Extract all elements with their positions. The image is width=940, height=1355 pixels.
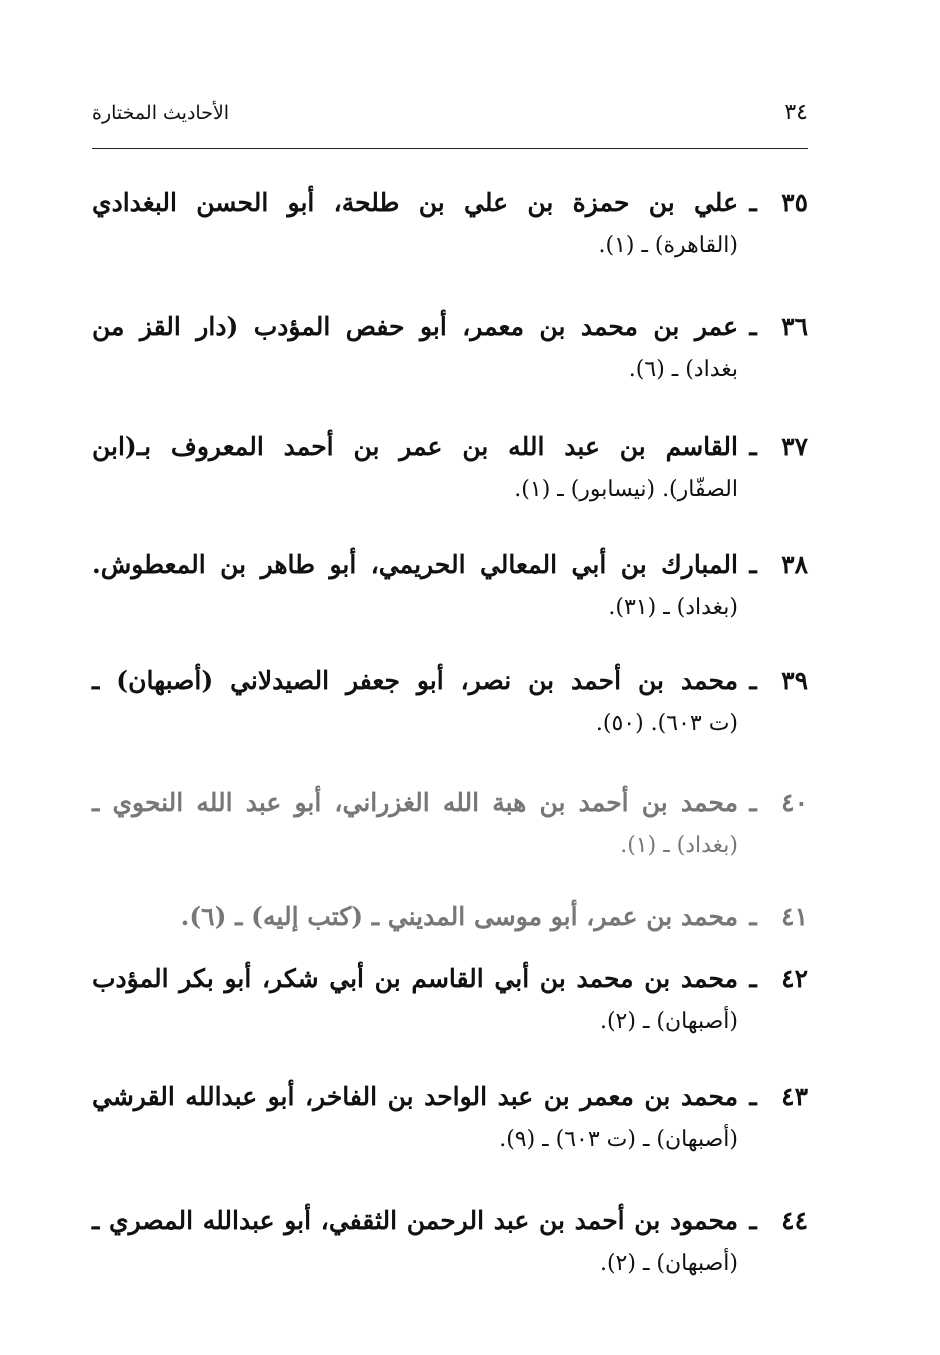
entry-number: ٣٩ xyxy=(781,666,808,695)
list-item xyxy=(92,658,808,780)
entry-name: محمود بن أحمد بن عبد الرحمن الثقفي، أبو عبدالله المصري ـ xyxy=(92,1206,738,1235)
entry-details: (القاهرة) ـ (١). xyxy=(598,233,738,258)
header-rule xyxy=(92,148,808,149)
running-title: الأحاديث المختارة xyxy=(92,102,230,124)
entry-number: ٣٧ xyxy=(781,432,808,461)
entry-number: ٣٨ xyxy=(781,550,808,579)
entry-separator: ـ xyxy=(749,188,757,217)
entry-details: (أصبهان) ـ (٢). xyxy=(599,1009,738,1034)
entry-details: بغداد) ـ (٦). xyxy=(628,357,738,382)
entry-name: محمد بن معمر بن عبد الواحد بن الفاخر، أبو عبدالله القرشي xyxy=(92,1082,738,1111)
entry-name: محمد بن محمد بن أبي القاسم بن أبي شكر، أبو بكر المؤدب xyxy=(92,964,738,993)
entry-separator: ـ xyxy=(749,1082,757,1111)
entry-details: (بغداد) ـ (١). xyxy=(620,833,738,858)
entry-details: الصفّار). (نيسابور) ـ (١). xyxy=(514,477,738,502)
entry-separator: ـ xyxy=(749,432,757,461)
page-number: ٣٤ xyxy=(784,100,808,125)
list-item xyxy=(92,304,808,424)
list-item xyxy=(92,894,808,956)
entry-separator: ـ xyxy=(749,788,757,817)
entry-separator: ـ xyxy=(749,550,757,579)
entry-number: ٤٣ xyxy=(781,1082,808,1111)
entry-name: علي بن حمزة بن علي بن طلحة، أبو الحسن البغدادي xyxy=(92,188,738,217)
list-item xyxy=(92,1198,808,1298)
entry-details: (أصبهان) ـ (ت ٦٠٣) ـ (٩). xyxy=(499,1127,738,1152)
list-item xyxy=(92,956,808,1074)
entry-details: (أصبهان) ـ (٢). xyxy=(599,1251,738,1276)
list-item xyxy=(92,780,808,894)
list-item xyxy=(92,1074,808,1198)
entry-details: (ت ٦٠٣). (٥٠). xyxy=(595,711,738,736)
list-item xyxy=(92,424,808,542)
entry-separator: ـ xyxy=(749,312,757,341)
list-item xyxy=(92,180,808,304)
entry-number: ٤٠ xyxy=(781,788,808,817)
entry-number: ٤٤ xyxy=(781,1206,808,1235)
list-item xyxy=(92,542,808,658)
entry-number: ٤٢ xyxy=(781,964,808,993)
entry-separator: ـ xyxy=(749,666,757,695)
entry-name: المبارك بن أبي المعالي الحريمي، أبو طاهر بن المعطوش. xyxy=(92,550,738,579)
entry-details: (بغداد) ـ (٣١). xyxy=(608,595,738,620)
entry-list xyxy=(92,180,808,1298)
entry-number: ٣٥ xyxy=(781,188,808,217)
entry-separator: ـ xyxy=(749,964,757,993)
entry-separator: ـ xyxy=(749,902,757,931)
entry-name: عمر بن محمد بن معمر، أبو حفص المؤدب (دار القز من xyxy=(92,312,738,341)
entry-name: محمد بن أحمد بن نصر، أبو جعفر الصيدلاني (أصبهان) ـ xyxy=(92,666,738,695)
entry-name: محمد بن أحمد بن هبة الله الغزراني، أبو عبد الله النحوي ـ xyxy=(92,788,738,817)
entry-number: ٤١ xyxy=(781,902,808,931)
entry-separator: ـ xyxy=(749,1206,757,1235)
page-header xyxy=(92,96,808,130)
entry-number: ٣٦ xyxy=(781,312,808,341)
entry-name: القاسم بن عبد الله بن عمر بن أحمد المعروف بـ(ابن xyxy=(92,432,738,461)
entry-name: محمد بن عمر، أبو موسى المديني ـ (كتب إليه) ـ (٦). xyxy=(180,902,738,931)
